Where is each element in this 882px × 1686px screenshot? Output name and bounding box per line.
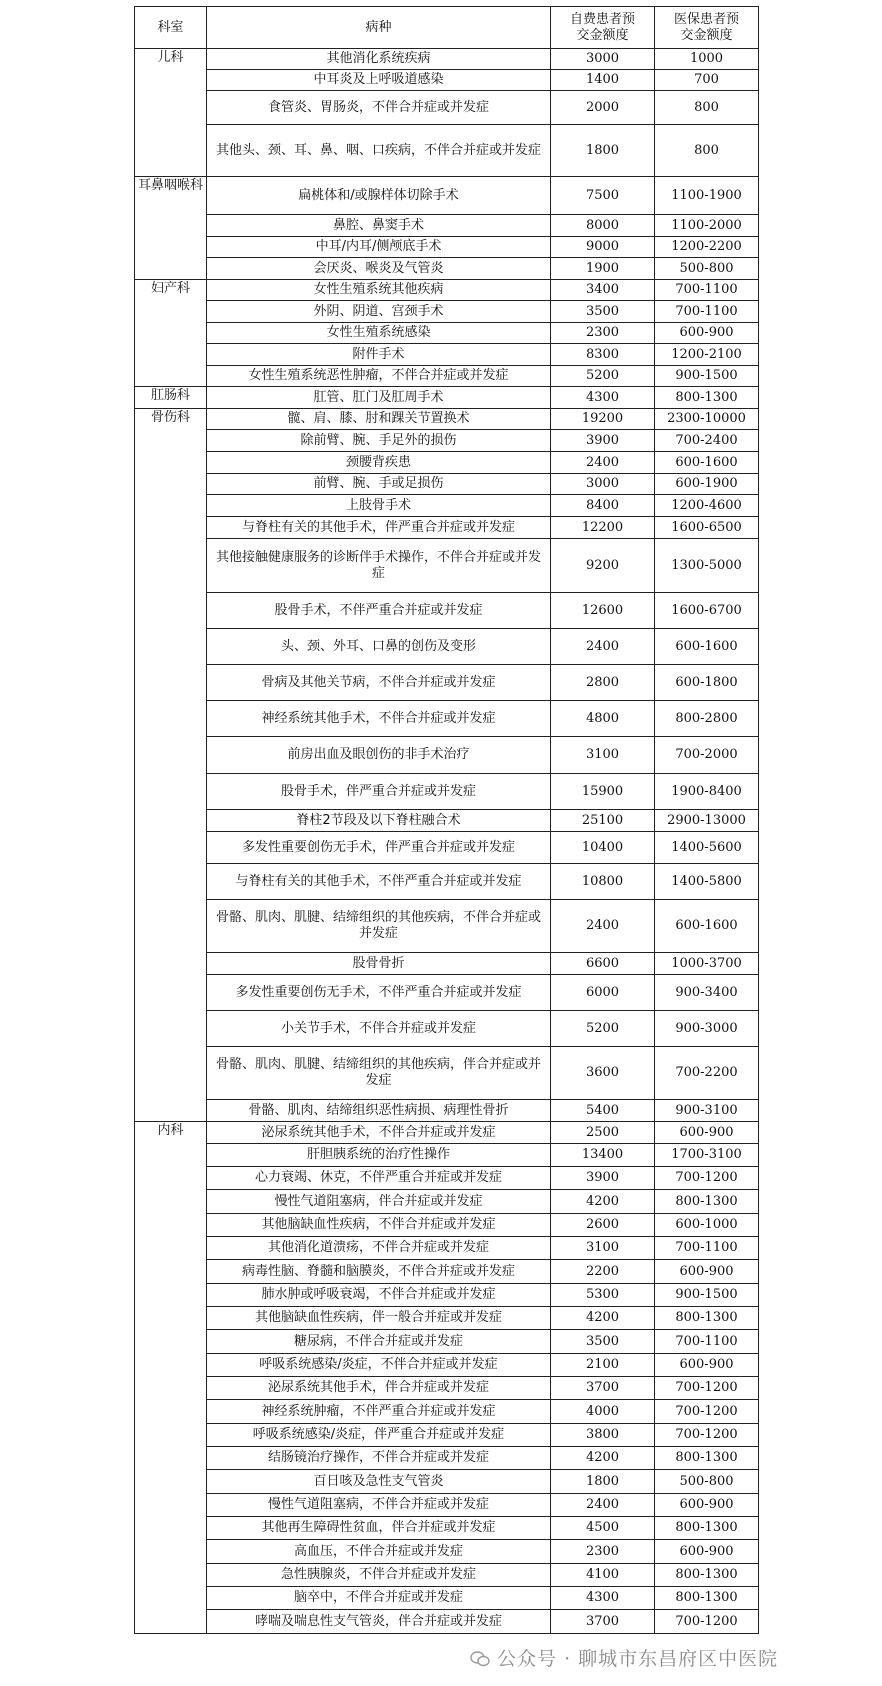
table-row [135,1610,759,1634]
disease-cell: 股骨骨折 [207,953,551,975]
disease-cell: 其他头、颈、耳、鼻、咽、口疾病，不伴合并症或并发症 [207,125,551,177]
insured-amount-cell: 1400-5600 [655,832,759,864]
self-pay-amount-cell: 2400 [551,452,655,474]
self-pay-amount-cell: 4300 [551,387,655,409]
insured-amount-cell: 700-1200 [655,1400,759,1424]
insured-amount-cell: 700-1200 [655,1377,759,1400]
insured-amount-cell: 700-1200 [655,1610,759,1634]
insured-amount-cell: 800-1300 [655,1564,759,1587]
self-pay-amount-cell: 3100 [551,737,655,774]
table-row [135,593,759,629]
disease-cell: 骨骼、肌肉、肌腱、结缔组织的其他疾病，伴合并症或并发症 [207,1047,551,1100]
self-pay-amount-cell: 8300 [551,344,655,366]
table-row [135,701,759,737]
disease-cell: 其他脑缺血性疾病，伴一般合并症或并发症 [207,1307,551,1330]
table-row [135,495,759,517]
table-row [135,1284,759,1307]
self-pay-amount-cell: 4200 [551,1190,655,1214]
disease-cell: 病毒性脑、脊髓和脑膜炎，不伴合并症或并发症 [207,1260,551,1284]
disease-cell: 脑卒中，不伴合并症或并发症 [207,1587,551,1610]
insured-amount-cell: 700-2400 [655,430,759,452]
insured-amount-cell: 2300-10000 [655,409,759,430]
self-pay-amount-cell: 15900 [551,774,655,810]
table-row [135,900,759,953]
disease-cell: 心力衰竭、休克，不伴严重合并症或并发症 [207,1167,551,1190]
header-insured-line-1: 医保患者预 [673,11,739,27]
table-row [135,1144,759,1167]
disease-cell: 食管炎、胃肠炎，不伴合并症或并发症 [207,91,551,125]
disease-cell: 外阴、阴道、宫颈手术 [207,301,551,323]
table-row [135,1237,759,1260]
table-row [135,258,759,280]
table-row [135,323,759,344]
insured-amount-cell: 700-1200 [655,1167,759,1190]
disease-cell: 脊柱2节段及以下脊柱融合术 [207,810,551,832]
insured-amount-cell: 700-1100 [655,280,759,301]
insured-amount-cell: 1400-5800 [655,864,759,900]
disease-cell: 神经系统肿瘤，不伴严重合并症或并发症 [207,1400,551,1424]
self-pay-amount-cell: 6600 [551,953,655,975]
disease-cell: 扁桃体和/或腺样体切除手术 [207,177,551,215]
insured-amount-cell: 500-800 [655,258,759,280]
table-row [135,1214,759,1237]
table-row [135,1377,759,1400]
self-pay-amount-cell: 5200 [551,1011,655,1047]
insured-amount-cell: 600-1800 [655,665,759,701]
disease-cell: 其他再生障碍性贫血，伴合并症或并发症 [207,1517,551,1540]
insured-amount-cell: 1600-6500 [655,517,759,539]
table-row [135,1470,759,1494]
table-row [135,1100,759,1122]
table-row [135,1354,759,1377]
self-pay-amount-cell: 3900 [551,430,655,452]
disease-cell: 泌尿系统其他手术，伴合并症或并发症 [207,1377,551,1400]
disease-cell: 中耳炎及上呼吸道感染 [207,70,551,91]
disease-cell: 头、颈、外耳、口鼻的创伤及变形 [207,629,551,665]
disease-cell: 股骨手术，伴严重合并症或并发症 [207,774,551,810]
self-pay-amount-cell: 5200 [551,366,655,387]
table-row [135,953,759,975]
table-row [135,91,759,125]
insured-amount-cell: 600-1000 [655,1214,759,1237]
self-pay-amount-cell: 2400 [551,629,655,665]
insured-amount-cell: 1700-3100 [655,1144,759,1167]
table-row [135,1540,759,1564]
table-row [135,1587,759,1610]
self-pay-amount-cell: 12200 [551,517,655,539]
self-pay-amount-cell: 8000 [551,215,655,237]
disease-cell: 髋、肩、膝、肘和踝关节置换术 [207,409,551,430]
disease-cell: 呼吸系统感染/炎症，伴严重合并症或并发症 [207,1424,551,1447]
table-row [135,1307,759,1330]
department-cell: 耳鼻咽喉科 [135,177,207,280]
self-pay-amount-cell: 3100 [551,1237,655,1260]
disease-cell: 女性生殖系统恶性肿瘤，不伴合并症或并发症 [207,366,551,387]
disease-cell: 前房出血及眼创伤的非手术治疗 [207,737,551,774]
insured-amount-cell: 600-900 [655,1540,759,1564]
department-cell: 骨伤科 [135,409,207,1122]
table-row [135,215,759,237]
disease-cell: 糖尿病，不伴合并症或并发症 [207,1330,551,1354]
table-row [135,1011,759,1047]
fee-table-sheet [134,6,758,1634]
insured-amount-cell: 1200-2200 [655,237,759,258]
self-pay-amount-cell: 6000 [551,975,655,1011]
disease-cell: 前臂、腕、手或足损伤 [207,474,551,495]
department-cell: 妇产科 [135,280,207,387]
disease-cell: 肺水肿或呼吸衰竭，不伴合并症或并发症 [207,1284,551,1307]
table-row [135,1400,759,1424]
self-pay-amount-cell: 1800 [551,125,655,177]
insured-amount-cell: 500-800 [655,1470,759,1494]
insured-amount-cell: 800-1300 [655,1307,759,1330]
department-cell: 内科 [135,1122,207,1634]
self-pay-amount-cell: 3500 [551,1330,655,1354]
insured-amount-cell: 1100-1900 [655,177,759,215]
disease-cell: 肛管、肛门及肛周手术 [207,387,551,409]
disease-cell: 会厌炎、喉炎及气管炎 [207,258,551,280]
table-row [135,737,759,774]
self-pay-amount-cell: 2200 [551,1260,655,1284]
self-pay-amount-cell: 10800 [551,864,655,900]
insured-amount-cell: 700-1200 [655,1424,759,1447]
table-row [135,1260,759,1284]
insured-amount-cell: 2900-13000 [655,810,759,832]
insured-amount-cell: 900-1500 [655,366,759,387]
insured-amount-cell: 800-1300 [655,1587,759,1610]
self-pay-amount-cell: 2400 [551,1494,655,1517]
table-row [135,774,759,810]
self-pay-amount-cell: 2300 [551,1540,655,1564]
insured-amount-cell: 800-1300 [655,1190,759,1214]
disease-cell: 急性胰腺炎，不伴合并症或并发症 [207,1564,551,1587]
insured-amount-cell: 800-2800 [655,701,759,737]
self-pay-amount-cell: 5300 [551,1284,655,1307]
disease-cell: 骨骼、肌肉、结缔组织恶性病损、病理性骨折 [207,1100,551,1122]
self-pay-amount-cell: 10400 [551,832,655,864]
insured-amount-cell: 600-1900 [655,474,759,495]
insured-amount-cell: 600-900 [655,1494,759,1517]
insured-amount-cell: 700 [655,70,759,91]
insured-amount-cell: 900-1500 [655,1284,759,1307]
self-pay-amount-cell: 8400 [551,495,655,517]
table-row [135,975,759,1011]
insured-amount-cell: 1200-2100 [655,344,759,366]
self-pay-amount-cell: 25100 [551,810,655,832]
table-row [135,474,759,495]
self-pay-amount-cell: 2100 [551,1354,655,1377]
insured-amount-cell: 600-1600 [655,629,759,665]
disease-cell: 骨病及其他关节病，不伴合并症或并发症 [207,665,551,701]
self-pay-amount-cell: 5400 [551,1100,655,1122]
insured-amount-cell: 900-3000 [655,1011,759,1047]
insured-amount-cell: 1600-6700 [655,593,759,629]
disease-cell: 颈腰背疾患 [207,452,551,474]
self-pay-amount-cell: 4200 [551,1447,655,1470]
table-row [135,832,759,864]
header-self-pay-line-1: 自费患者预 [569,11,635,27]
header-disease: 病种 [207,7,551,49]
header-insured-deposit [655,7,759,49]
disease-cell: 高血压，不伴合并症或并发症 [207,1540,551,1564]
header-insured-line-2: 交金额度 [680,27,733,43]
table-row [135,539,759,593]
self-pay-amount-cell: 4300 [551,1587,655,1610]
table-row [135,1494,759,1517]
insured-amount-cell: 1200-4600 [655,495,759,517]
self-pay-amount-cell: 3700 [551,1377,655,1400]
disease-cell: 其他消化系统疾病 [207,49,551,70]
department-cell: 肛肠科 [135,387,207,409]
table-row [135,70,759,91]
disease-cell: 其他脑缺血性疾病，不伴合并症或并发症 [207,1214,551,1237]
self-pay-amount-cell: 2400 [551,900,655,953]
self-pay-amount-cell: 3900 [551,1167,655,1190]
disease-cell: 慢性气道阻塞病，不伴合并症或并发症 [207,1494,551,1517]
self-pay-amount-cell: 1900 [551,258,655,280]
table-row [135,125,759,177]
disease-cell: 股骨手术，不伴严重合并症或并发症 [207,593,551,629]
self-pay-amount-cell: 2600 [551,1214,655,1237]
insured-amount-cell: 600-900 [655,1354,759,1377]
insured-amount-cell: 700-2200 [655,1047,759,1100]
insured-amount-cell: 700-1100 [655,1330,759,1354]
self-pay-amount-cell: 9200 [551,539,655,593]
table-row [135,237,759,258]
table-row [135,430,759,452]
table-body [135,49,759,1634]
table-row [135,366,759,387]
self-pay-amount-cell: 3700 [551,1610,655,1634]
self-pay-amount-cell: 3600 [551,1047,655,1100]
table-row [135,1517,759,1540]
insured-amount-cell: 1300-5000 [655,539,759,593]
insured-amount-cell: 800-1300 [655,1517,759,1540]
table-row [135,517,759,539]
self-pay-amount-cell: 13400 [551,1144,655,1167]
table-header-row [135,7,759,49]
table-row [135,864,759,900]
table-row [135,1447,759,1470]
disease-cell: 哮喘及喘息性支气管炎，伴合并症或并发症 [207,1610,551,1634]
disease-cell: 慢性气道阻塞病，伴合并症或并发症 [207,1190,551,1214]
disease-cell: 女性生殖系统感染 [207,323,551,344]
table-row [135,1190,759,1214]
insured-amount-cell: 1900-8400 [655,774,759,810]
self-pay-amount-cell: 4800 [551,701,655,737]
table-row [135,387,759,409]
self-pay-amount-cell: 1800 [551,1470,655,1494]
disease-cell: 其他接触健康服务的诊断伴手术操作，不伴合并症或并发症 [207,539,551,593]
table-row [135,1330,759,1354]
insured-amount-cell: 900-3400 [655,975,759,1011]
table-row [135,1167,759,1190]
self-pay-amount-cell: 19200 [551,409,655,430]
insured-amount-cell: 800-1300 [655,387,759,409]
self-pay-amount-cell: 3000 [551,474,655,495]
insured-amount-cell: 600-900 [655,1260,759,1284]
table-row [135,1424,759,1447]
self-pay-amount-cell: 4200 [551,1307,655,1330]
insured-amount-cell: 800 [655,125,759,177]
disease-cell: 呼吸系统感染/炎症，不伴合并症或并发症 [207,1354,551,1377]
self-pay-amount-cell: 3400 [551,280,655,301]
disease-cell: 鼻腔、鼻窦手术 [207,215,551,237]
disease-cell: 与脊柱有关的其他手术，不伴严重合并症或并发症 [207,864,551,900]
header-self-pay-deposit [551,7,655,49]
self-pay-amount-cell: 4500 [551,1517,655,1540]
insured-amount-cell: 700-1100 [655,1237,759,1260]
insured-amount-cell: 800 [655,91,759,125]
insured-amount-cell: 1000 [655,49,759,70]
self-pay-amount-cell: 3800 [551,1424,655,1447]
disease-cell: 女性生殖系统其他疾病 [207,280,551,301]
self-pay-amount-cell: 2800 [551,665,655,701]
self-pay-amount-cell: 3000 [551,49,655,70]
table-row [135,177,759,215]
self-pay-amount-cell: 3500 [551,301,655,323]
self-pay-amount-cell: 4000 [551,1400,655,1424]
self-pay-amount-cell: 12600 [551,593,655,629]
table-row [135,1122,759,1144]
header-self-pay-line-2: 交金额度 [576,27,629,43]
insured-amount-cell: 600-1600 [655,900,759,953]
self-pay-amount-cell: 4100 [551,1564,655,1587]
disease-cell: 骨骼、肌肉、肌腱、结缔组织的其他疾病，不伴合并症或并发症 [207,900,551,953]
table-row [135,1047,759,1100]
disease-cell: 除前臂、腕、手足外的损伤 [207,430,551,452]
table-row [135,409,759,430]
disease-cell: 附件手术 [207,344,551,366]
self-pay-amount-cell: 7500 [551,177,655,215]
table-row [135,629,759,665]
insured-amount-cell: 1100-2000 [655,215,759,237]
wechat-icon [470,1651,490,1667]
self-pay-amount-cell: 1400 [551,70,655,91]
disease-cell: 小关节手术，不伴合并症或并发症 [207,1011,551,1047]
insured-amount-cell: 800-1300 [655,1447,759,1470]
insured-amount-cell: 1000-3700 [655,953,759,975]
watermark [470,1644,778,1671]
table-row [135,49,759,70]
disease-cell: 多发性重要创伤无手术，伴严重合并症或并发症 [207,832,551,864]
self-pay-amount-cell: 9000 [551,237,655,258]
deposit-fee-table [134,6,759,1634]
table-row [135,665,759,701]
disease-cell: 其他消化道溃疡，不伴合并症或并发症 [207,1237,551,1260]
disease-cell: 神经系统其他手术，不伴合并症或并发症 [207,701,551,737]
disease-cell: 与脊柱有关的其他手术，伴严重合并症或并发症 [207,517,551,539]
disease-cell: 中耳/内耳/侧颅底手术 [207,237,551,258]
table-row [135,810,759,832]
insured-amount-cell: 900-3100 [655,1100,759,1122]
self-pay-amount-cell: 2500 [551,1122,655,1144]
disease-cell: 百日咳及急性支气管炎 [207,1470,551,1494]
table-row [135,1564,759,1587]
insured-amount-cell: 700-1100 [655,301,759,323]
disease-cell: 上肢骨手术 [207,495,551,517]
insured-amount-cell: 700-2000 [655,737,759,774]
insured-amount-cell: 600-900 [655,1122,759,1144]
disease-cell: 结肠镜治疗操作，不伴合并症或并发症 [207,1447,551,1470]
table-row [135,280,759,301]
insured-amount-cell: 600-900 [655,323,759,344]
disease-cell: 肝胆胰系统的治疗性操作 [207,1144,551,1167]
disease-cell: 泌尿系统其他手术，不伴合并症或并发症 [207,1122,551,1144]
header-department: 科室 [135,7,207,49]
department-cell: 儿科 [135,49,207,177]
self-pay-amount-cell: 2300 [551,323,655,344]
table-row [135,344,759,366]
disease-cell: 多发性重要创伤无手术，不伴严重合并症或并发症 [207,975,551,1011]
table-row [135,452,759,474]
self-pay-amount-cell: 2000 [551,91,655,125]
insured-amount-cell: 600-1600 [655,452,759,474]
watermark-text: 公众号 · 聊城市东昌府区中医院 [497,1648,779,1670]
table-row [135,301,759,323]
